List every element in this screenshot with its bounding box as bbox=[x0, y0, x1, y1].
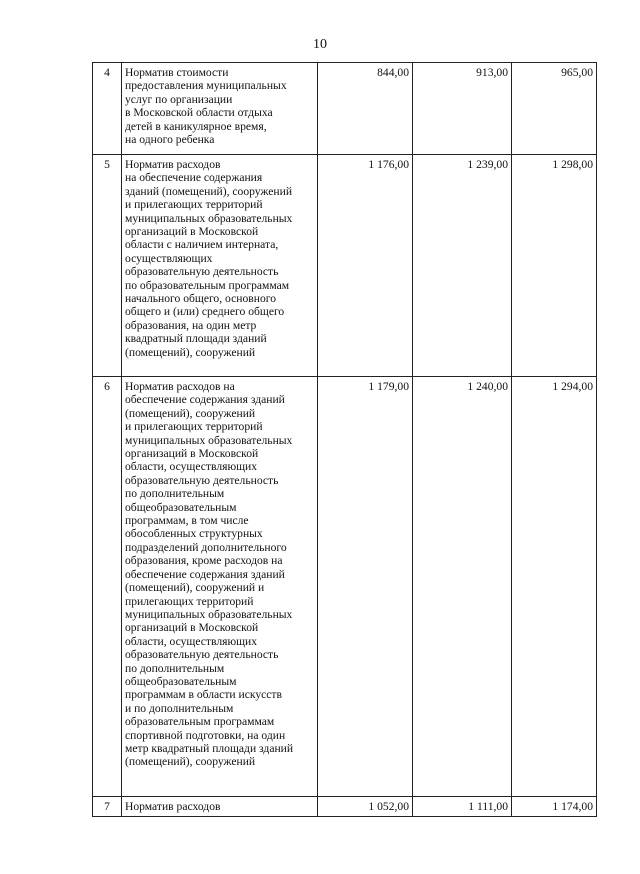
value-year-3: 965,00 bbox=[512, 63, 597, 155]
table-row bbox=[93, 377, 597, 797]
norm-description: Норматив расходов на обеспечение содержания зданий (помещений), сооружений и прилегающих территорий муниципальных образовательных организаций в Московской области с наличием интерната, осуществляющих образовательную деятельность по образовательным программам начального общего, основного общего и (или) среднего общего образования, на один метр квадратный площади зданий (помещений), сооружений bbox=[122, 155, 318, 377]
table-row bbox=[93, 63, 597, 155]
value-year-2: 1 240,00 bbox=[413, 377, 512, 797]
row-number: 4 bbox=[93, 63, 122, 155]
table-row bbox=[93, 797, 597, 817]
norm-description: Норматив расходов на обеспечение содержания зданий (помещений), сооружений и прилегающих территорий муниципальных образовательных организаций в Московской области, осуществляющих образовательную деятельность по дополнительным общеобразовательным программам, в том числе обособленных структурных подразделений дополнительного образования, кроме расходов на обеспечение содержания зданий (помещений), сооружений и прилегающих территорий муниципальных образовательных организаций в Московской области, осуществляющих образовательную деятельность по дополнительным общеобразовательным программам в области искусств и по дополнительным образовательным программам спортивной подготовки, на один метр квадратный площади зданий (помещений), сооружений bbox=[122, 377, 318, 797]
value-year-2: 1 111,00 bbox=[413, 797, 512, 817]
norm-description: Норматив стоимости предоставления муниципальных услуг по организации в Московской области отдыха детей в каникулярное время, на одного ребенка bbox=[122, 63, 318, 155]
row-number: 5 bbox=[93, 155, 122, 377]
value-year-2: 1 239,00 bbox=[413, 155, 512, 377]
row-number: 7 bbox=[93, 797, 122, 817]
norms-table bbox=[92, 62, 597, 817]
value-year-1: 844,00 bbox=[318, 63, 413, 155]
row-number: 6 bbox=[93, 377, 122, 797]
page-number: 10 bbox=[313, 37, 327, 52]
value-year-3: 1 174,00 bbox=[512, 797, 597, 817]
value-year-1: 1 176,00 bbox=[318, 155, 413, 377]
value-year-2: 913,00 bbox=[413, 63, 512, 155]
value-year-1: 1 052,00 bbox=[318, 797, 413, 817]
value-year-3: 1 294,00 bbox=[512, 377, 597, 797]
table-row bbox=[93, 155, 597, 377]
value-year-1: 1 179,00 bbox=[318, 377, 413, 797]
norm-description: Норматив расходов bbox=[122, 797, 318, 817]
value-year-3: 1 298,00 bbox=[512, 155, 597, 377]
